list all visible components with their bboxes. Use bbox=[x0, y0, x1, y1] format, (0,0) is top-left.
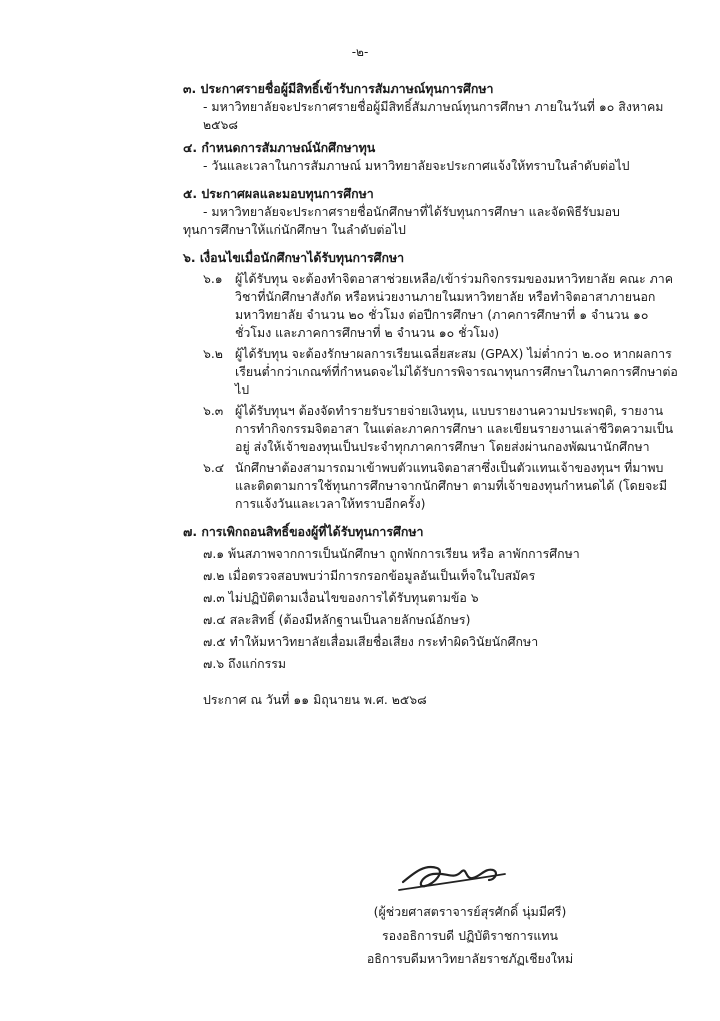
revocation-item: ๗.๕ ทำให้มหาวิทยาลัยเสื่อมเสียชื่อเสียง กระทำผิดวินัยนักศึกษา bbox=[203, 633, 539, 649]
section-4-text: - วันและเวลาในการสัมภาษณ์ มหาวิทยาลัยจะประกาศแจ้งให้ทราบในลำดับต่อไป bbox=[203, 157, 630, 173]
handwritten-signature bbox=[395, 850, 515, 900]
revocation-item: ๗.๑ พ้นสภาพจากการเป็นนักศึกษา ถูกพักการเรียน หรือ ลาพักการศึกษา bbox=[203, 545, 580, 561]
section-5-text-2: ทุนการศึกษาให้แก่นักศึกษา ในลำดับต่อไป bbox=[183, 221, 406, 237]
revocation-item: ๗.๓ ไม่ปฏิบัติตามเงื่อนไขของการได้รับทุนตามข้อ ๖ bbox=[203, 589, 479, 605]
signer-organization: อธิการบดีมหาวิทยาลัยราชภัฏเชียงใหม่ bbox=[366, 951, 574, 967]
section-5-text-1: - มหาวิทยาลัยจะประกาศรายชื่อนักศึกษาที่ได้รับทุนการศึกษา และจัดพิธีรับมอบ bbox=[203, 203, 620, 219]
signer-position: รองอธิการบดี ปฏิบัติราชการแทน bbox=[382, 927, 558, 943]
section-5-title: ๕. ประกาศผลและมอบทุนการศึกษา bbox=[183, 185, 374, 201]
signer-name: (ผู้ช่วยศาสตราจารย์สุรศักดิ์ นุ่มมีศรี) bbox=[373, 904, 567, 919]
condition-number: ๖.๔ bbox=[203, 459, 225, 475]
section-3-title: ๓. ประกาศรายชื่อผู้มีสิทธิ์เข้ารับการสัมภาษณ์ทุนการศึกษา bbox=[183, 81, 494, 96]
section-6-title: ๖. เงื่อนไขเมื่อนักศึกษาได้รับทุนการศึกษา bbox=[183, 249, 405, 265]
condition-item bbox=[183, 459, 683, 513]
section-4-title: ๔. กำหนดการสัมภาษณ์นักศึกษาทุน bbox=[183, 139, 376, 155]
condition-item bbox=[183, 270, 683, 342]
revocation-item: ๗.๔ สละสิทธิ์ (ต้องมีหลักฐานเป็นลายลักษณ์อักษร) bbox=[203, 611, 471, 627]
condition-item bbox=[183, 345, 683, 399]
condition-text: ผู้ได้รับทุนฯ ต้องจัดทำรายรับรายจ่ายเงินทุน, แบบรายงานความประพฤติ, รายงานการทำกิจกรรมจิตอาสา ในแต่ละภาคการศึกษา และเขียนรายงานเล่าชีวิตความเป็นอยู่ ส่งให้เจ้าของทุนเป็นประจำทุกภาคการศึกษา โดยส่งผ่านกองพัฒนานักศึกษา bbox=[235, 402, 674, 454]
condition-number: ๖.๑ bbox=[203, 270, 223, 286]
condition-text: ผู้ได้รับทุน จะต้องรักษาผลการเรียนเฉลี่ยสะสม (GPAX) ไม่ต่ำกว่า ๒.๐๐ หากผลการเรียนต่ำกว่าเกณฑ์ที่กำหนดจะไม่ได้รับการพิจารณาทุนการศึกษาในภาคการศึกษาต่อไป bbox=[235, 345, 678, 397]
condition-item bbox=[183, 402, 683, 456]
section-3-text: - มหาวิทยาลัยจะประกาศรายชื่อผู้มีสิทธิ์สัมภาษณ์ทุนการศึกษา ภายในวันที่ ๑๐ สิงหาคม ๒๕๖๘ bbox=[203, 98, 664, 132]
revocation-item: ๗.๖ ถึงแก่กรรม bbox=[203, 655, 287, 671]
condition-number: ๖.๓ bbox=[203, 402, 224, 418]
document-body bbox=[183, 80, 683, 709]
page-number: -๒- bbox=[351, 45, 369, 59]
revocation-item: ๗.๒ เมื่อตรวจสอบพบว่ามีการกรอกข้อมูลอันเป็นเท็จในใบสมัคร bbox=[203, 567, 536, 583]
condition-text: ผู้ได้รับทุน จะต้องทำจิตอาสาช่วยเหลือ/เข้าร่วมกิจกรรมของมหาวิทยาลัย คณะ ภาควิชาที่นักศึกษาสังกัด หรือหน่วยงานภายในมหาวิทยาลัย หรือทำจิตอาสาภายนอกมหาวิทยาลัย จำนวน ๒๐ ชั่วโมง ต่อปีการศึกษา (ภาคการศึกษาที่ ๑ จำนวน ๑๐ ชั่วโมง และภาคการศึกษาที่ ๒ จำนวน ๑๐ ชั่วโมง) bbox=[235, 270, 674, 340]
section-7-title: ๗. การเพิกถอนสิทธิ์ของผู้ที่ได้รับทุนการศึกษา bbox=[183, 523, 424, 539]
condition-text: นักศึกษาต้องสามารถมาเข้าพบตัวแทนจิตอาสาซึ่งเป็นตัวแทนเจ้าของทุนฯ ที่มาพบและติดตามการใช้ทุนการศึกษาจากนักศึกษา ตามที่เจ้าของทุนกำหนดได้ (โดยจะมีการแจ้งวันและเวลาให้ทราบอีกครั้ง) bbox=[235, 459, 668, 511]
condition-number: ๖.๒ bbox=[203, 345, 223, 361]
revocation-list bbox=[183, 545, 683, 673]
signature-block bbox=[350, 900, 590, 971]
announcement-date: ประกาศ ณ วันที่ ๑๑ มิถุนายน พ.ศ. ๒๕๖๘ bbox=[203, 691, 427, 707]
